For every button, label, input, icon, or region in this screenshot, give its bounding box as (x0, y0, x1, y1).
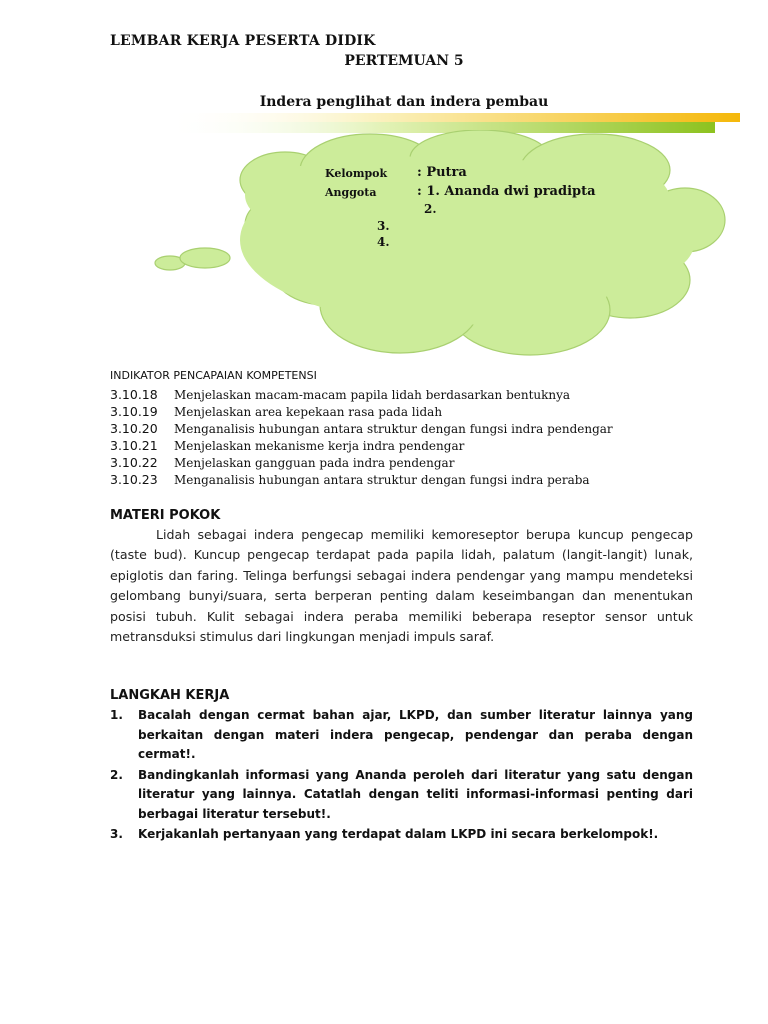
indicator-code: 3.10.23 (110, 472, 158, 487)
indicator-text: Menjelaskan gangguan pada indra pendengar (174, 455, 455, 470)
step-text: Kerjakanlah pertanyaan yang terdapat dalam LKPD ini secara berkelompok!. (138, 827, 659, 841)
document-title: LEMBAR KERJA PESERTA DIDIK (110, 33, 376, 49)
indicator-code: 3.10.22 (110, 455, 158, 470)
member-4: 4. (377, 235, 390, 249)
step-number: 2. (110, 767, 123, 782)
indicator-text: Menjelaskan mekanisme kerja indra pendengar (174, 438, 465, 453)
indicator-row (110, 471, 670, 488)
list-item (110, 825, 693, 845)
materi-paragraph: Lidah sebagai indera pengecap memiliki kemoreseptor berupa kuncup pengecap (taste bud). Kuncup pengecap terdapat pada papila lidah, palatum (langit-langit) lunak, epiglotis dan faring. Telinga berfungsi sebagai indera pendengar yang mampu mendeteksi gelombang bunyi/suara, serta berperan penting dalam keseimbangan dan menentukan posisi tubuh. Kulit sebagai indera peraba memiliki beberapa reseptor sensor untuk metransduksi stimulus dari lingkungan menjadi impuls saraf. (110, 527, 693, 645)
indicator-text: Menjelaskan macam-macam papila lidah berdasarkan bentuknya (174, 387, 571, 402)
list-item (110, 766, 693, 825)
step-text: Bacalah dengan cermat bahan ajar, LKPD, dan sumber literatur lainnya yang berkaitan dengan materi indera pengecap, pendengar dan peraba dengan cermat!. (138, 708, 693, 761)
indicator-row (110, 386, 670, 403)
materi-heading: MATERI POKOK (110, 508, 221, 523)
indicator-row (110, 420, 670, 437)
step-number: 3. (110, 827, 123, 841)
anggota-value: : 1. Ananda dwi pradipta (417, 184, 596, 199)
step-text: Bandingkanlah informasi yang Ananda peroleh dari literatur yang satu dengan literatur yang lainnya. Catatlah dengan teliti informasi-informasi penting dari berbagai literatur tersebut!. (138, 767, 693, 821)
indicator-code: 3.10.18 (110, 387, 158, 402)
member-2: 2. (424, 202, 437, 216)
indicator-list (110, 386, 670, 488)
anggota-label: Anggota (325, 186, 377, 199)
indicator-code: 3.10.19 (110, 404, 158, 419)
member-3: 3. (377, 219, 390, 233)
indicator-text: Menganalisis hubungan antara struktur dengan fungsi indra pendengar (174, 421, 613, 436)
indicator-row (110, 454, 670, 471)
langkah-list (110, 706, 693, 846)
langkah-heading: LANGKAH KERJA (110, 688, 230, 703)
topic-subtitle: Indera penglihat dan indera pembau (259, 94, 549, 110)
indicator-text: Menjelaskan area kepekaan rasa pada lidah (174, 404, 443, 419)
kelompok-value: : Putra (417, 165, 467, 180)
indicator-code: 3.10.21 (110, 438, 158, 453)
meeting-title: PERTEMUAN 5 (344, 53, 464, 69)
indicator-text: Menganalisis hubungan antara struktur dengan fungsi indra peraba (174, 472, 590, 487)
list-item (110, 706, 693, 765)
indicator-row (110, 437, 670, 454)
indicator-heading: INDIKATOR PENCAPAIAN KOMPETENSI (110, 369, 317, 382)
indicator-code: 3.10.20 (110, 421, 158, 436)
step-number: 1. (110, 708, 123, 722)
indicator-row (110, 403, 670, 420)
kelompok-label: Kelompok (325, 167, 388, 180)
